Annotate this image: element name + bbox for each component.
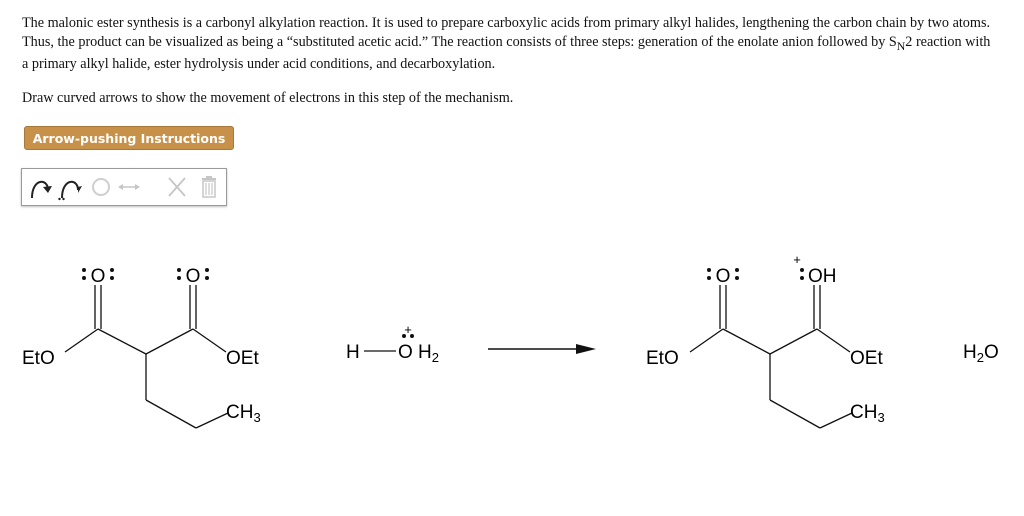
- clear-all-tool[interactable]: [194, 172, 224, 202]
- trash-icon: [194, 172, 224, 202]
- delete-tool[interactable]: [162, 172, 192, 202]
- question-prompt: Draw curved arrows to show the movement of electrons in this step of the mechanism.: [22, 90, 514, 106]
- product-molecule: [646, 252, 885, 428]
- double-curved-arrow-tool[interactable]: [26, 172, 56, 202]
- single-curved-arrow-icon: [56, 172, 86, 202]
- hydronium-o-label: O: [398, 342, 413, 363]
- ring-tool[interactable]: [86, 172, 116, 202]
- water-label: $H_2O$: [963, 342, 999, 365]
- single-curved-arrow-tool[interactable]: [56, 172, 86, 202]
- intro-subscript: N: [896, 38, 906, 53]
- arrow-toolbar: [21, 168, 227, 206]
- double-curved-arrow-icon: [26, 172, 56, 202]
- arrow-pushing-instructions-button[interactable]: Arrow-pushing Instructions: [24, 126, 234, 150]
- resonance-arrow-tool[interactable]: [114, 172, 144, 202]
- reactant-molecule: [22, 266, 261, 428]
- mechanism-canvas: [0, 240, 1024, 450]
- water-byproduct: [963, 342, 999, 365]
- hydronium-h-label: H: [346, 342, 360, 363]
- reactant-oet-label: OEt: [226, 348, 259, 369]
- resonance-arrow-icon: [114, 172, 144, 202]
- product-carbonyl-o: O: [715, 266, 731, 287]
- reactant-ch3-label: $CH_3$: [226, 402, 261, 425]
- intro-text: The malonic ester synthesis is a carbonyl alkylation reaction. It is used to prepare carboxylic acids from primary alkyl halides, lengthening the carbon chain by two atoms. Thus, the product can be visualized as being a “substituted acetic acid.” The reaction consists of three steps: generation of the enolate anion followed by S: [22, 15, 991, 50]
- ring-icon: [86, 172, 116, 202]
- x-icon: [162, 172, 192, 202]
- reaction-arrow: [488, 344, 596, 354]
- product-protonated-oh: OH: [808, 266, 837, 287]
- question-intro: [22, 14, 997, 74]
- hydronium-h2-label: $H_2$: [418, 342, 439, 365]
- product-oet-label: OEt: [850, 348, 883, 369]
- reactant-carbonyl-o-right: O: [185, 266, 201, 287]
- reactant-eto-label: EtO: [22, 348, 55, 369]
- hydronium-reagent: [346, 322, 439, 365]
- product-charge: +: [793, 252, 801, 267]
- intro-text-continued: 2 reaction with a primary alkyl halide, ester hydrolysis under acid conditions, and decarboxylation.: [22, 33, 991, 73]
- product-eto-label: EtO: [646, 348, 679, 369]
- hydronium-charge: +: [404, 322, 412, 337]
- product-ch3-label: $CH_3$: [850, 402, 885, 425]
- reactant-carbonyl-o-left: O: [90, 266, 106, 287]
